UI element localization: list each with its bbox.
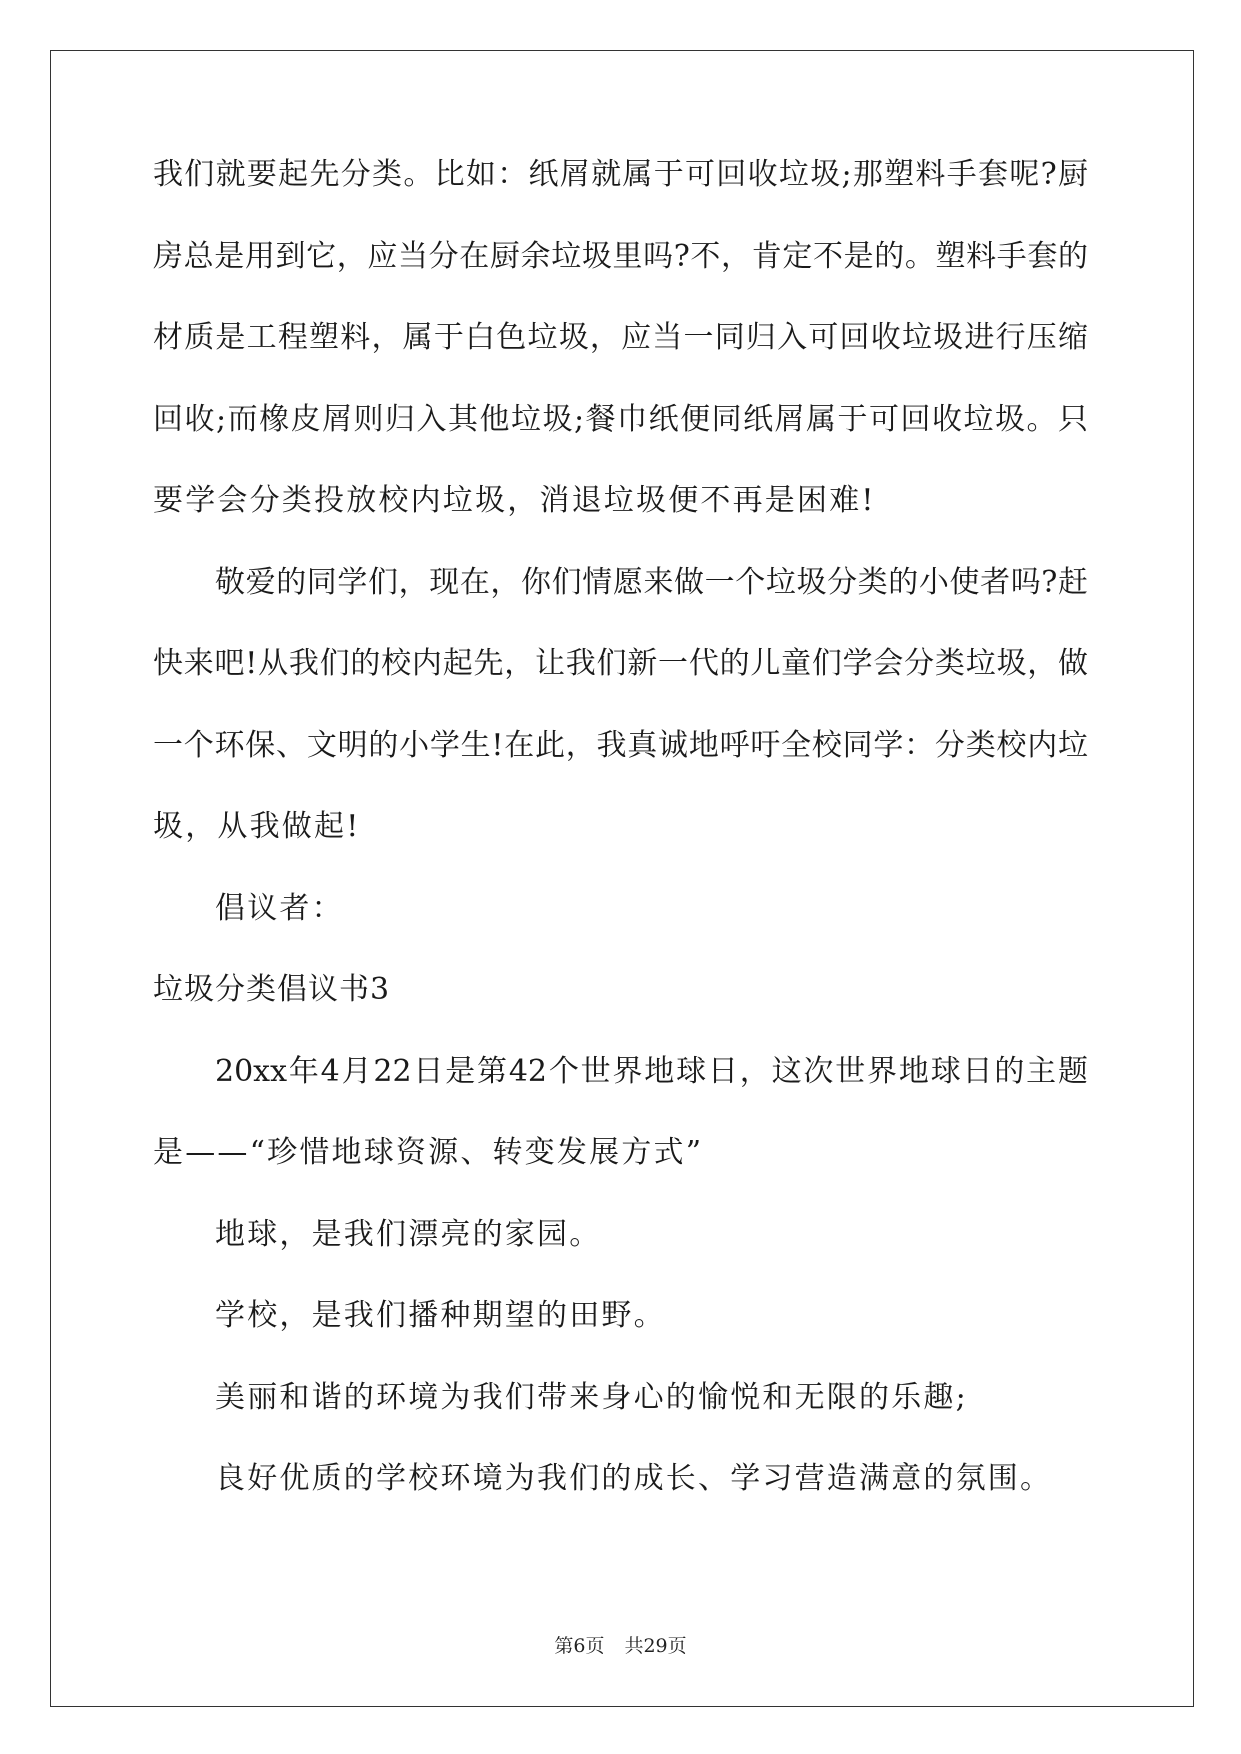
paragraph-line: 要学会分类投放校内垃圾，消退垃圾便不再是困难!	[153, 483, 876, 518]
paragraph-line: 美丽和谐的环境为我们带来身心的愉悦和无限的乐趣;	[215, 1379, 968, 1415]
paragraph-line: 我们就要起先分类。比如：纸屑就属于可回收垃圾;那塑料手套呢?厨	[153, 157, 1088, 192]
paragraph-line: 20xx年4月22日是第42个世界地球日，这次世界地球日的主题	[215, 1053, 1088, 1089]
paragraph-line: 快来吧!从我们的校内起先，让我们新一代的儿童们学会分类垃圾，做	[153, 646, 1088, 681]
page-number: 第6页	[554, 1635, 605, 1657]
paragraph-line: 学校，是我们播种期望的田野。	[215, 1298, 666, 1333]
document-body	[153, 157, 1088, 1546]
page-total: 共29页	[624, 1635, 687, 1657]
paragraph-line: 回收;而橡皮屑则归入其他垃圾;餐巾纸便同纸屑属于可回收垃圾。只	[153, 401, 1088, 437]
paragraph-line: 材质是工程塑料，属于白色垃圾，应当一同归入可回收垃圾进行压缩	[153, 320, 1088, 355]
paragraph-line: 一个环保、文明的小学生!在此，我真诚地呼吁全校同学：分类校内垃	[153, 727, 1088, 763]
paragraph-line: 良好优质的学校环境为我们的成长、学习营造满意的氛围。	[215, 1461, 1053, 1496]
section-heading: 垃圾分类倡议书3	[153, 972, 391, 1007]
paragraph-line: 房总是用到它，应当分在厨余垃圾里吗?不，肯定不是的。塑料手套的	[153, 238, 1088, 274]
page-footer	[0, 1631, 1241, 1658]
paragraph-line: 敬爱的同学们，现在，你们情愿来做一个垃圾分类的小使者吗?赶	[215, 564, 1088, 600]
paragraph-line: 圾，从我做起!	[153, 809, 361, 844]
paragraph-line: 地球，是我们漂亮的家园。	[215, 1216, 602, 1252]
paragraph-line: 是——“珍惜地球资源、转变发展方式”	[153, 1135, 704, 1170]
signature-label: 倡议者：	[215, 890, 344, 926]
